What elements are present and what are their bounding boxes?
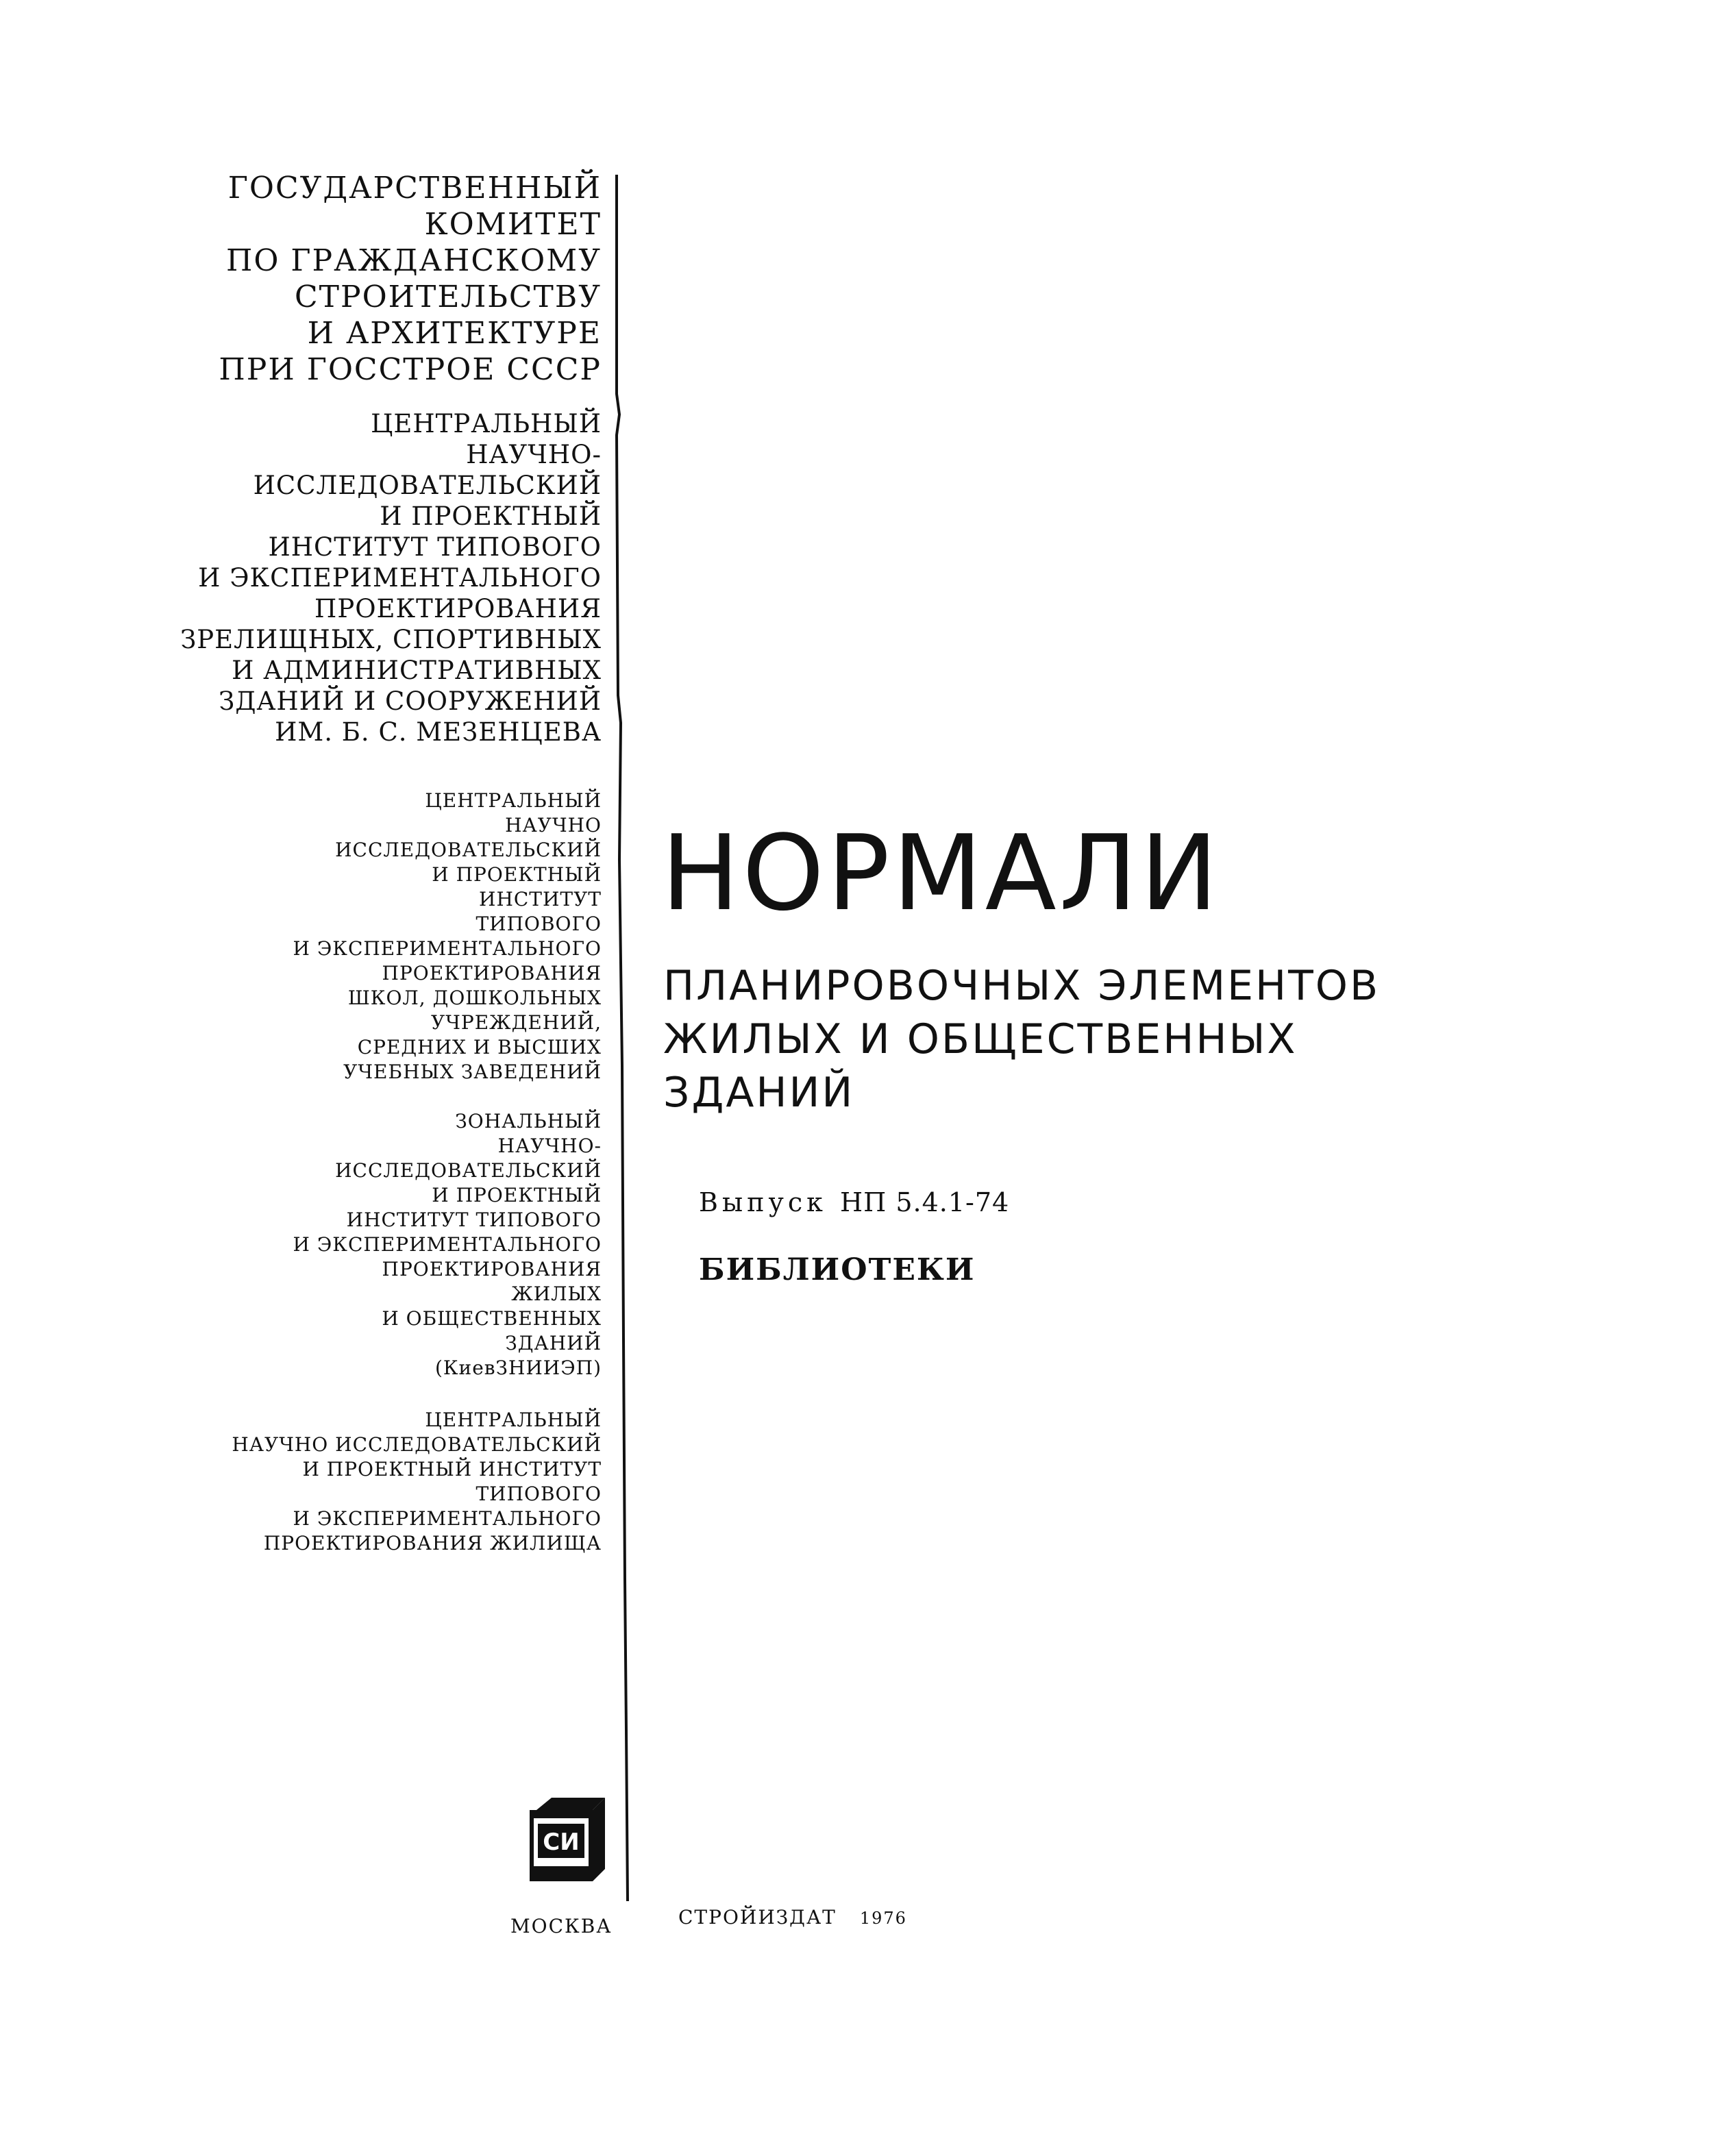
issue-line — [699, 1187, 1009, 1217]
institute-line: УЧЕБНЫХ ЗАВЕДЕНИЙ — [343, 1061, 602, 1083]
publication-year: 1976 — [859, 1909, 907, 1928]
issue-number: НП 5.4.1-74 — [839, 1187, 1010, 1217]
institute-line: И ПРОЕКТНЫЙ — [432, 1184, 602, 1206]
institute-line: ЦЕНТРАЛЬНЫЙ — [371, 409, 602, 438]
page-title: НОРМАЛИ — [661, 813, 1221, 934]
institute-line: И ЭКСПЕРИМЕНТАЛЬНОГО — [293, 1507, 602, 1530]
institute-line: И АДМИНИСТРАТИВНЫХ — [232, 656, 602, 685]
institute-line: И ЭКСПЕРИМЕНТАЛЬНОГО — [293, 1233, 602, 1256]
institute-line: НАУЧНО- — [466, 440, 602, 469]
institute-block-4 — [81, 1408, 602, 1556]
committee-line: ГОСУДАРСТВЕННЫЙ — [227, 171, 602, 206]
issue-label: Выпуск — [699, 1187, 827, 1217]
institute-line: НАУЧНО ИССЛЕДОВАТЕЛЬСКИЙ — [232, 1433, 602, 1456]
imprint-city: МОСКВА — [510, 1915, 613, 1937]
logo-letters: СИ — [543, 1829, 580, 1856]
institute-line: СРЕДНИХ И ВЫСШИХ — [357, 1036, 602, 1058]
publisher-logo-icon — [524, 1795, 613, 1884]
institute-line: ИССЛЕДОВАТЕЛЬСКИЙ — [253, 471, 602, 500]
institute-line: ТИПОВОГО — [475, 1483, 602, 1505]
publisher-name: СТРОЙИЗДАТ — [678, 1906, 837, 1929]
institute-block-2 — [81, 789, 602, 1085]
institute-line: ТИПОВОГО — [475, 913, 602, 935]
institute-line: ПРОЕКТИРОВАНИЯ — [382, 1258, 602, 1280]
institute-line: ЗРЕЛИЩНЫХ, СПОРТИВНЫХ — [180, 625, 602, 654]
subtitle-line: ЖИЛЫХ И ОБЩЕСТВЕННЫХ — [663, 1015, 1298, 1063]
section-title: БИБЛИОТЕКИ — [699, 1252, 976, 1287]
committee-line: СТРОИТЕЛЬСТВУ — [294, 280, 602, 314]
imprint-publisher — [678, 1906, 907, 1929]
issuing-organizations — [81, 170, 602, 1556]
committee-line: ПО ГРАЖДАНСКОМУ — [225, 243, 602, 278]
subtitle — [663, 959, 1380, 1119]
institute-line: ИНСТИТУТ ТИПОВОГО — [346, 1209, 602, 1231]
institute-line: ИНСТИТУТ ТИПОВОГО — [268, 532, 602, 562]
subtitle-line: ПЛАНИРОВОЧНЫХ ЭЛЕМЕНТОВ — [663, 962, 1381, 1010]
institute-line: ЖИЛЫХ — [511, 1283, 602, 1305]
committee-line: КОМИТЕТ — [424, 207, 602, 242]
institute-line: ЦЕНТРАЛЬНЫЙ — [425, 789, 602, 812]
institute-line: ЗДАНИЙ И СООРУЖЕНИЙ — [219, 686, 602, 716]
institute-line: И ПРОЕКТНЫЙ ИНСТИТУТ — [302, 1458, 602, 1480]
institute-line: ИНСТИТУТ — [479, 888, 602, 910]
institute-line: НАУЧНО- — [497, 1135, 602, 1157]
institute-line: НАУЧНО — [505, 814, 602, 837]
institute-line: ИССЛЕДОВАТЕЛЬСКИЙ — [335, 1159, 602, 1182]
institute-line: И ПРОЕКТНЫЙ — [432, 863, 602, 886]
institute-line: (КиевЗНИИЭП) — [434, 1356, 602, 1379]
committee-block — [81, 170, 602, 388]
institute-block-3 — [81, 1109, 602, 1380]
institute-line: ПРОЕКТИРОВАНИЯ ЖИЛИЩА — [263, 1532, 602, 1554]
institute-line: ИССЛЕДОВАТЕЛЬСКИЙ — [335, 839, 602, 861]
institute-line: ПРОЕКТИРОВАНИЯ — [314, 594, 602, 623]
institute-line: И ЭКСПЕРИМЕНТАЛЬНОГО — [293, 937, 602, 960]
institute-line: ЗОНАЛЬНЫЙ — [455, 1110, 602, 1132]
institute-block-1 — [81, 408, 602, 747]
institute-line: ПРОЕКТИРОВАНИЯ — [382, 962, 602, 984]
institute-line: И ОБЩЕСТВЕННЫХ — [382, 1307, 602, 1330]
institute-line: УЧРЕЖДЕНИЙ, — [431, 1011, 602, 1034]
institute-line: ЗДАНИЙ — [505, 1332, 602, 1354]
institute-line: И ЭКСПЕРИМЕНТАЛЬНОГО — [198, 563, 602, 593]
committee-line: И АРХИТЕКТУРЕ — [307, 316, 602, 351]
committee-line: ПРИ ГОССТРОЕ СССР — [219, 352, 602, 387]
institute-line: И ПРОЕКТНЫЙ — [380, 501, 602, 531]
institute-line: ШКОЛ, ДОШКОЛЬНЫХ — [347, 987, 602, 1009]
institute-line: ИМ. Б. С. МЕЗЕНЦЕВА — [275, 717, 602, 747]
institute-line: ЦЕНТРАЛЬНЫЙ — [425, 1409, 602, 1431]
subtitle-line: ЗДАНИЙ — [663, 1069, 855, 1117]
